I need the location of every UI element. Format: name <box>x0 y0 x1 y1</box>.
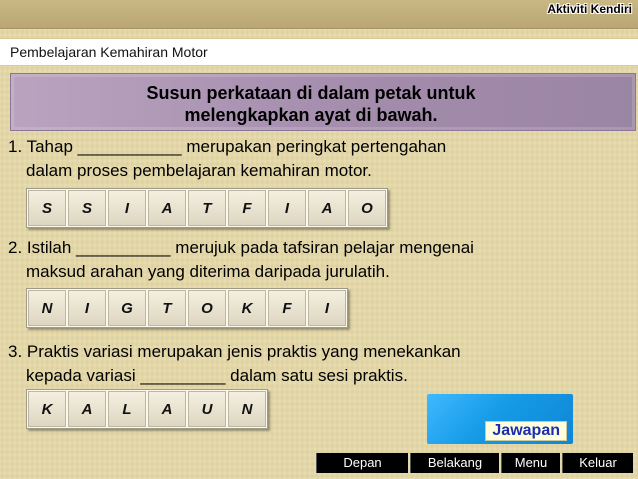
section-label: Aktiviti Kendiri <box>547 2 632 16</box>
letter-tile: I <box>268 190 306 226</box>
letter-tile: A <box>148 391 186 427</box>
top-strip <box>0 0 638 29</box>
nav-depan-button[interactable]: Depan <box>316 453 408 473</box>
letter-tile: N <box>228 391 266 427</box>
letter-tile: G <box>108 290 146 326</box>
question-2-line-1: 2. Istilah __________ merujuk pada tafsiran pelajar mengenai <box>8 238 474 257</box>
letter-tile: L <box>108 391 146 427</box>
letter-tiles-2 <box>26 288 348 328</box>
letter-tile: I <box>308 290 346 326</box>
question-3 <box>8 340 461 388</box>
question-1-line-1: 1. Tahap ___________ merupakan peringkat pertengahan <box>8 137 447 156</box>
letter-tiles-1 <box>26 188 388 228</box>
letter-tile: A <box>308 190 346 226</box>
question-1-line-2: dalam proses pembelajaran kemahiran motor. <box>26 161 372 180</box>
instruction-text <box>11 82 611 126</box>
instruction-line-2: melengkapkan ayat di bawah. <box>184 105 438 125</box>
page-title: Pembelajaran Kemahiran Motor <box>10 44 208 60</box>
letter-tile: A <box>68 391 106 427</box>
nav-menu-button[interactable]: Menu <box>501 453 560 473</box>
question-2-line-2: maksud arahan yang diterima daripada jurulatih. <box>26 262 390 281</box>
letter-tile: T <box>188 190 226 226</box>
letter-tile: I <box>108 190 146 226</box>
answer-button-label[interactable]: Jawapan <box>485 421 567 441</box>
letter-tiles-3 <box>26 389 268 429</box>
nav-belakang-button[interactable]: Belakang <box>410 453 499 473</box>
letter-tile: K <box>28 391 66 427</box>
letter-tile: A <box>148 190 186 226</box>
question-3-line-2: kepada variasi _________ dalam satu sesi praktis. <box>26 366 408 385</box>
letter-tile: O <box>188 290 226 326</box>
question-2 <box>8 236 474 284</box>
subheader-bar <box>0 38 638 66</box>
letter-tile: S <box>68 190 106 226</box>
letter-tile: K <box>228 290 266 326</box>
question-3-line-1: 3. Praktis variasi merupakan jenis praktis yang menekankan <box>8 342 461 361</box>
nav-keluar-button[interactable]: Keluar <box>562 453 633 473</box>
letter-tile: O <box>348 190 386 226</box>
letter-tile: F <box>228 190 266 226</box>
instruction-banner <box>10 73 636 131</box>
letter-tile: T <box>148 290 186 326</box>
instruction-line-1: Susun perkataan di dalam petak untuk <box>146 83 476 103</box>
letter-tile: S <box>28 190 66 226</box>
letter-tile: I <box>68 290 106 326</box>
answer-button[interactable] <box>427 394 573 444</box>
letter-tile: U <box>188 391 226 427</box>
letter-tile: F <box>268 290 306 326</box>
letter-tile: N <box>28 290 66 326</box>
question-1 <box>8 135 446 183</box>
